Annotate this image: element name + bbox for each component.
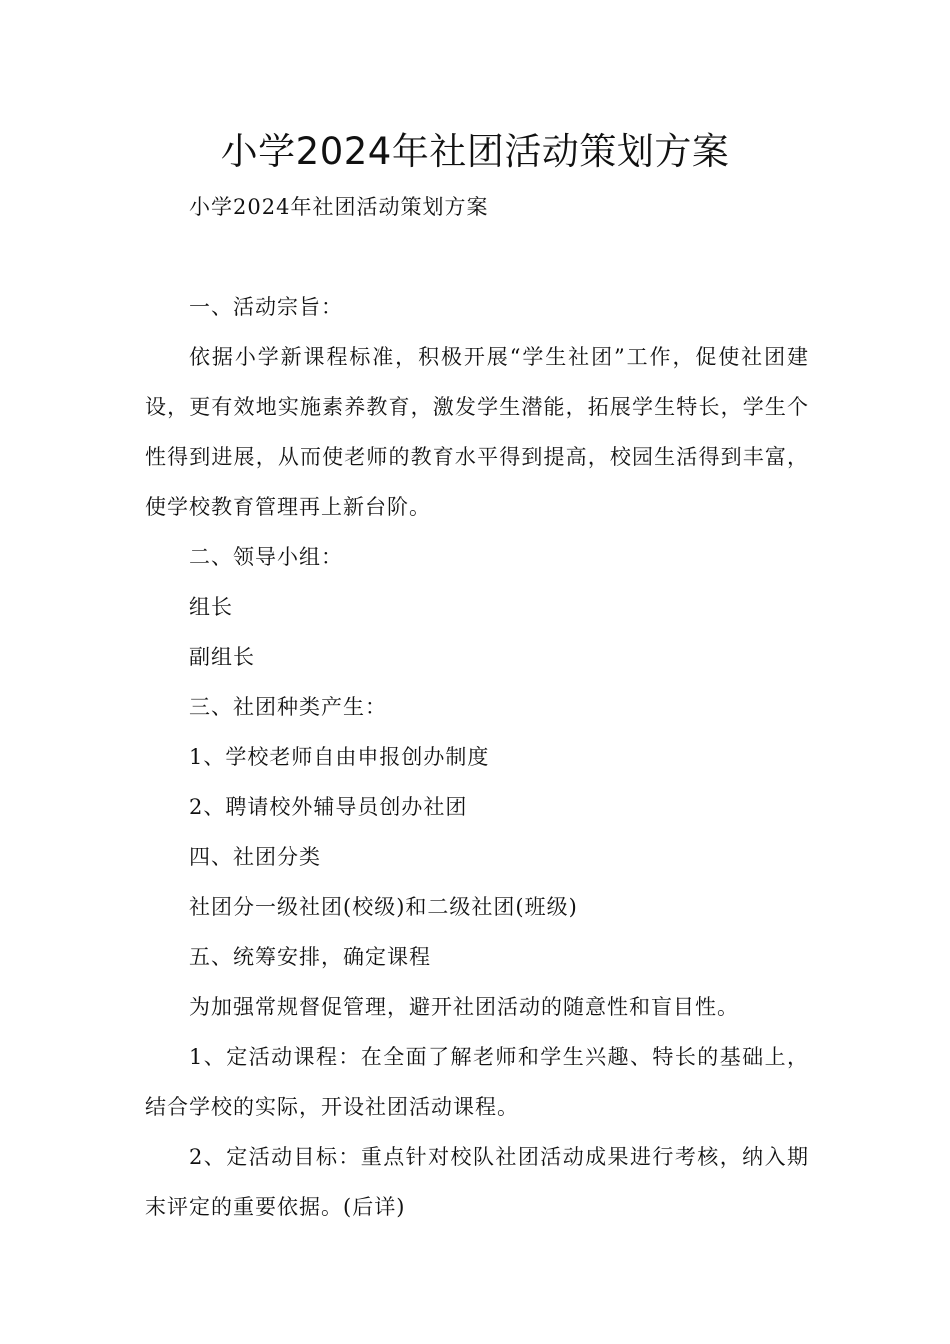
paragraph-purpose: 依据小学新课程标准，积极开展“学生社团”工作，促使社团建设，更有效地实施素养教育，激发学生潜能，拓展学生特长，学生个性得到进展，从而使老师的教育水平得到提高，校园生活得到丰富，使学校教育管理再上新台阶。 <box>145 345 809 519</box>
section-heading-arrangement: 五、统筹安排，确定课程 <box>189 945 431 969</box>
section-heading-club-types: 三、社团种类产生： <box>189 695 387 719</box>
paragraph-classification: 社团分一级社团(校级)和二级社团(班级) <box>189 895 578 919</box>
paragraph-club-type-2: 2、聘请校外辅导员创办社团 <box>189 795 468 819</box>
paragraph-courses: 1、定活动课程：在全面了解老师和学生兴趣、特长的基础上，结合学校的实际，开设社团活动课程。 <box>145 1045 809 1119</box>
blank-line <box>145 232 809 282</box>
section-heading-purpose: 一、活动宗旨： <box>189 295 343 319</box>
section-heading-classification: 四、社团分类 <box>189 845 321 869</box>
paragraph-club-type-1: 1、学校老师自由申报创办制度 <box>189 745 490 769</box>
subtitle-paragraph: 小学2024年社团活动策划方案 <box>189 195 489 219</box>
section-heading-leadership: 二、领导小组： <box>189 545 343 569</box>
paragraph-deputy-leader: 副组长 <box>189 645 255 669</box>
document-title: 小学2024年社团活动策划方案 <box>220 130 730 173</box>
paragraph-goals: 2、定活动目标：重点针对校队社团活动成果进行考核，纳入期末评定的重要依据。(后详) <box>145 1145 809 1219</box>
paragraph-leader: 组长 <box>189 595 233 619</box>
paragraph-arrangement: 为加强常规督促管理，避开社团活动的随意性和盲目性。 <box>189 995 739 1019</box>
document-body <box>145 182 809 1232</box>
